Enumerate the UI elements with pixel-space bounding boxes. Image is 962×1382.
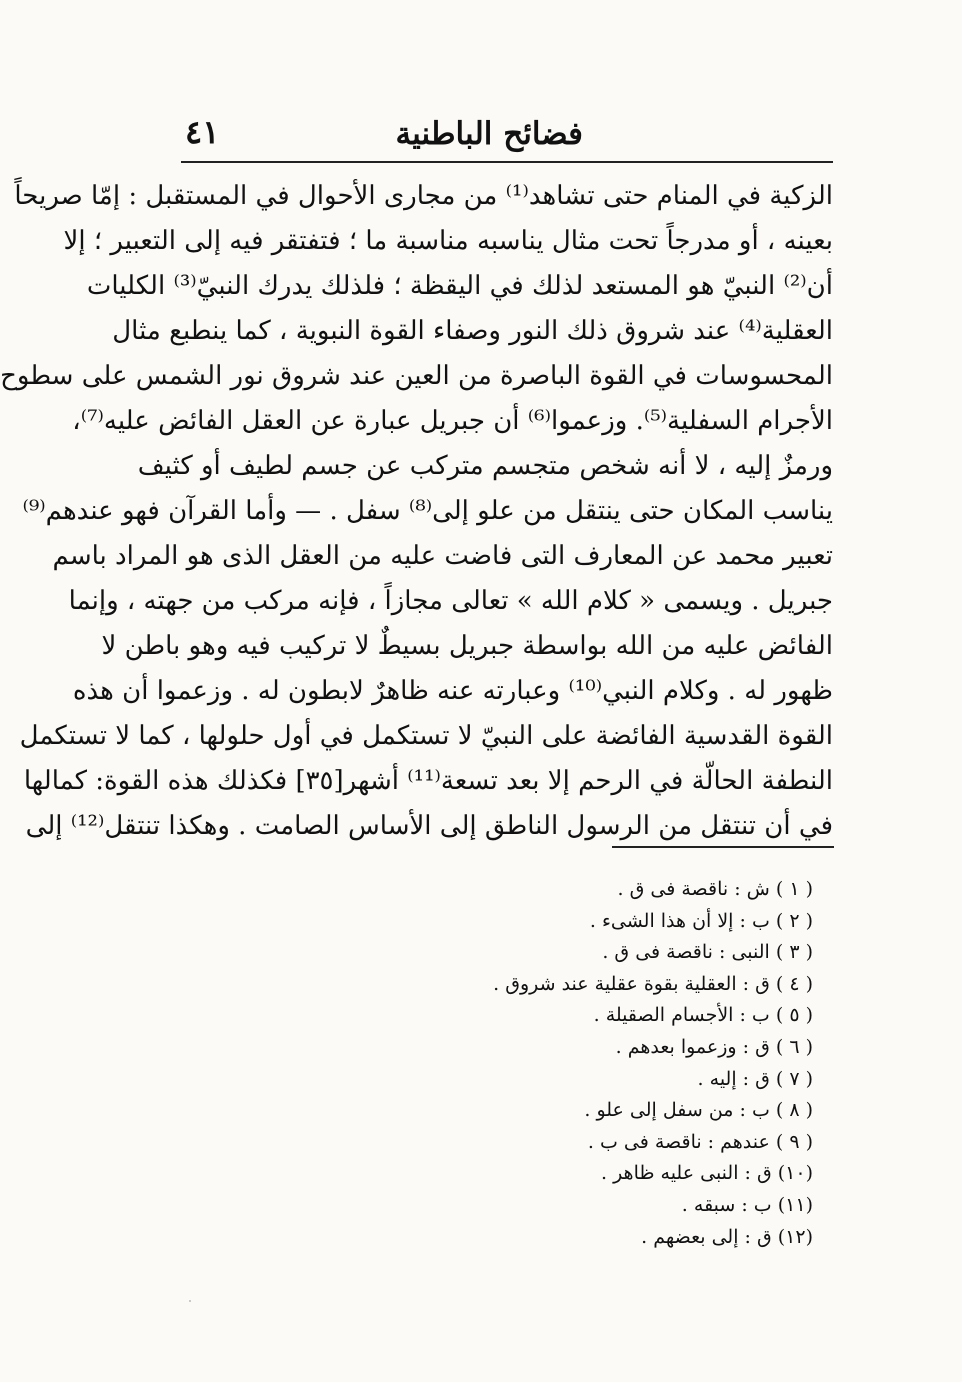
header-rule [181,161,833,163]
footnotes [439,874,813,1253]
footnote: ( ٧ ) ق : إليه . [697,1067,813,1090]
footnote: ( ٥ ) ب : الأجسام الصقيلة . [593,1004,813,1027]
text-line: تعبير محمد عن المعارف التى فاضت عليه من العقل الذى هو المراد باسم [52,541,833,571]
text-line: يناسب المكان حتى ينتقل من علو إلى⁽⁸⁾ سفل . — وأما القرآن فهو عندهم⁽⁹⁾ [22,496,833,526]
footnote: ( ١ ) ش : ناقصة فى ق . [617,878,813,900]
text-line: ظهور له . وكلام النبي⁽¹⁰⁾ وعبارته عنه ظاهرٌ لابطون له . وزعموا أن هذه [72,676,833,706]
text-line: الفائض عليه من الله بواسطة جبريل بسيطٌ لا تركيب فيه وهو باطن لا [101,631,833,661]
running-title: فضائح الباطنية [395,116,583,152]
footnote: (١١) ب : سبقه . [681,1193,813,1216]
text-line: الزكية في المنام حتى تشاهد⁽¹⁾ من مجارى الأحوال في المستقبل : إمّا صريحاً [14,181,833,211]
footnote: (١٠) ق : النبى عليه ظاهر . [600,1162,813,1185]
footnote-separator [612,846,834,848]
text-line: النطفة الحالّة في الرحم إلا بعد تسعة⁽¹¹⁾ أشهر[٣٥] فكذلك هذه القوة: كمالها [23,766,833,796]
text-line: القوة القدسية الفائضة على النبيّ لا تستكمل في أول حلولها ، كما لا تستكمل [19,721,833,751]
text-line: بعينه ، أو مدرجاً تحت مثال يناسبه مناسبة ما ؛ فتفتقر فيه إلى التعبير ؛ إلا [63,226,833,256]
footnote: ( ٦ ) ق : وزعموا بعدهم . [615,1035,813,1058]
footnote: ( ٨ ) ب : من سفل إلى علو . [584,1099,813,1122]
footnote: ( ٤ ) ق : العقلية بقوة عقلية عند شروق . [493,972,813,995]
page-header [181,112,833,162]
text-line: في أن تنتقل من الرسول الناطق إلى الأساس الصامت . وهكذا تنتقل⁽¹²⁾ إلى [25,811,833,841]
text-line: المحسوسات في القوة الباصرة من العين عند شروق نور الشمس على سطوح [0,361,833,391]
main-text [0,174,833,849]
footnote: (١٢) ق : إلى بعضهم . [641,1225,813,1248]
footnote: ( ٩ ) عندهم : ناقصة فى ب . [587,1130,813,1153]
text-line: جبريل . ويسمى « كلام الله » تعالى مجازاً ، فإنه مركب من جهته ، وإنما [68,586,833,616]
footnote: ( ٣ ) النبى : ناقصة فى ق . [602,941,813,964]
text-line: العقلية⁽⁴⁾ عند شروق ذلك النور وصفاء القوة النبوية ، كما ينطبع مثال [112,316,833,346]
text-line: ورمزٌ إليه ، لا أنه شخص متجسم متركب عن جسم لطيف أو كثيف [137,451,833,481]
footnote: ( ٢ ) ب : إلا أن هذا الشىء . [589,909,813,932]
scan-speck [189,1300,191,1302]
text-line: الأجرام السفلية⁽⁵⁾. وزعموا⁽⁶⁾ أن جبريل عبارة عن العقل الفائض عليه⁽⁷⁾، [72,406,833,436]
text-line: أن⁽²⁾ النبيّ هو المستعد لذلك في اليقظة ؛ فلذلك يدرك النبيّ⁽³⁾ الكليات [86,271,833,301]
page-number: ٤١ [185,113,220,151]
